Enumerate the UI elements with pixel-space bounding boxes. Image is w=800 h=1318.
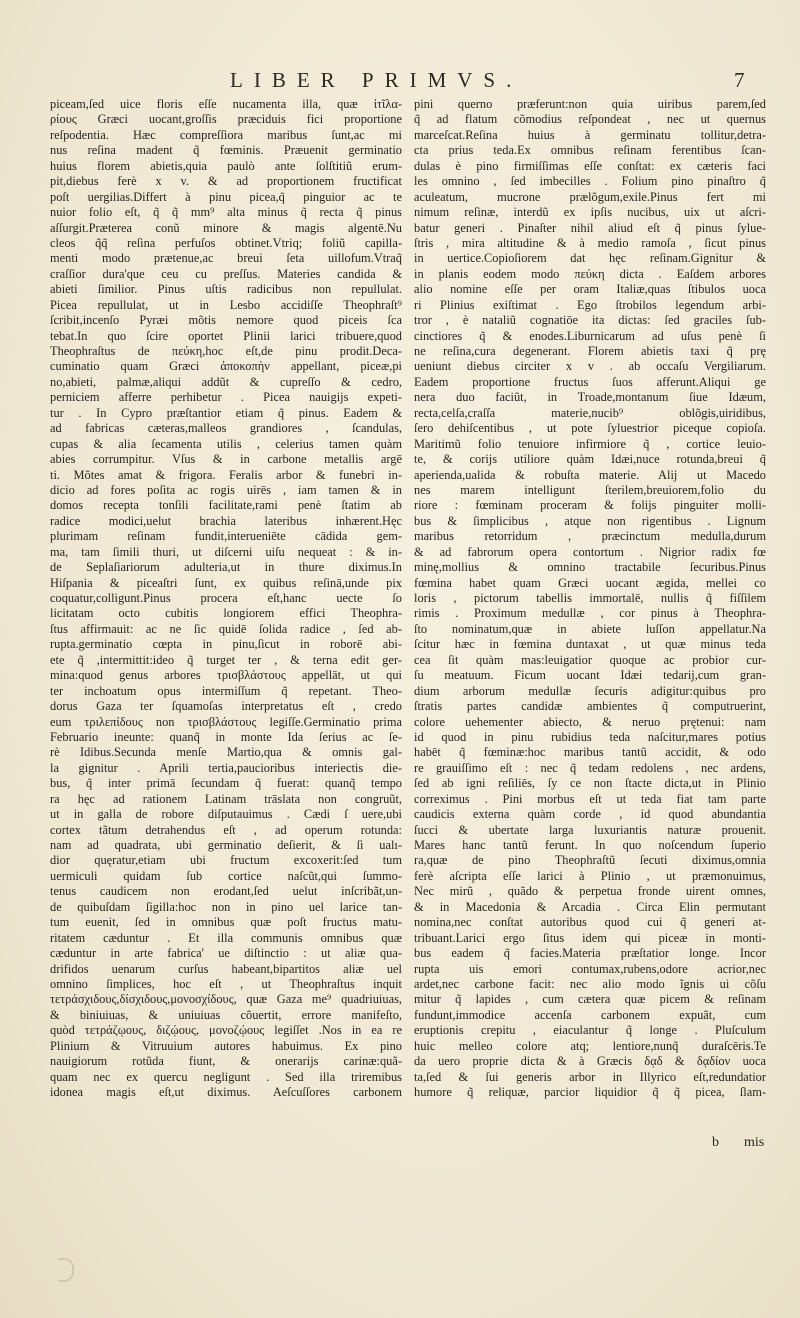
text-line: ſero dehiſcentibus , ut pote ſyluestrior piceque copioſa. (414, 421, 766, 436)
text-line: omnino ſimplices, hoc eſt , ut Theophraſtus inquit (50, 976, 402, 991)
text-line: tum euenit, ſed in omnibus quæ poſt fructus matu- (50, 915, 402, 930)
text-line: fœmina habet quam Græci uocant ægida, mellei co (414, 575, 766, 590)
text-line: τετράσχιδους,δίσχιδους,μονοσχίδους, quæ Gaza me⁹ quadriuiuas, (50, 992, 402, 1007)
text-line: caudicis externa quàm corde , id quod abundantia (414, 807, 766, 822)
text-line: cuminatio quam Græci ἀποκοπὴν appellant, piceæ,pi (50, 359, 402, 374)
text-line: menti modo prætenue,ac breui ſeta uillofum.Vtraq̃ (50, 251, 402, 266)
text-line: maribus retorridum , præcinctum medulla,durum (414, 529, 766, 544)
text-line: de Seplaſiariorum adulteria,ut in thure diximus.In (50, 560, 402, 575)
text-line: ferè aſcripta eſſe larici à Plinio , ut præmonuimus, (414, 868, 766, 883)
text-line: les omnino , ſed imbecilles . Folium pino pinaſtro q̃ (414, 174, 766, 189)
text-line: nimum reſinæ, interdũ ex ipſis nucibus, uix ut aſcri- (414, 205, 766, 220)
text-line: nam ad quadrata, ubi germinatio deſierit, & ſi ualı- (50, 838, 402, 852)
text-line: licitatam octo cubitis longiorem effici Theophra- (50, 606, 402, 621)
text-line: domos recepta tonſili facilitate,rami penè ſtatim ab (50, 498, 402, 513)
signature-mark: b (712, 1135, 719, 1150)
text-line: ne reſina,cura degenerant. Florem abietis taxi q̃ prę (414, 344, 766, 358)
text-line: cleos q̃q̃ reſina perfuſos obtinet.Vtriq; foliũ capilla- (50, 235, 402, 250)
text-line: ſtus affirmauit: ac ne ſic quidē ſolida radice , ſed ab- (50, 621, 402, 636)
text-line: dium arborum medullæ ſecuris adigitur:quibus pro (414, 683, 766, 698)
text-line: nera duo faciũt, in Troade,montanum ſiue Idæum, (414, 390, 766, 405)
page-number: 7 (734, 68, 745, 92)
text-line: tebat.In quo ſcire oportet Plinii larici tribuere,quod (50, 328, 402, 343)
text-line: reſpodentia. Hæc compreſſiora maribus ſunt,ac mi (50, 127, 402, 142)
text-line: Eadem proportione fructus ſuos afferunt.Aliqui ge (414, 374, 766, 389)
text-line: marceſcat.Reſina huius à germinatu tollitur,detra- (414, 127, 766, 142)
catchword: mis (744, 1135, 765, 1150)
text-line: batur generi . Pinaſter nihil aliud eſt q̃ pinus ſylue- (414, 220, 766, 235)
text-line: alio nomine eſſe per oram Italiæ,quas ſtibulos uoca (414, 282, 766, 297)
text-line: quam nec ex quercu negligunt . Sed illa triremibus (50, 1069, 402, 1084)
text-line: Hiſpania & piceaſtri ſunt, ex quibus reſinā,unde pix (50, 575, 402, 590)
text-line: cta prius teda.Ex omnibus reſinam ferentibus ſcan- (414, 143, 766, 158)
left-text-column (50, 97, 402, 1100)
text-line: cæduntur in arte fabrica' ue diſtinctio : ut aliæ qua- (50, 946, 402, 961)
text-line: bus & ſimplicibus , atque non rigentibus . Lignum (414, 513, 766, 528)
text-line: correximus . Pini morbus eſt ut teda fiat tam parte (414, 791, 766, 806)
text-line: nes marem intelligunt ſterilem,breuiorem,folio du (414, 482, 766, 497)
text-line: ſtratis partes candidæ ambientes q̃ computruerint, (414, 699, 766, 714)
text-line: abies corrumpitur. Vſus & in carbone metallis argē (50, 452, 402, 467)
text-line: idonea magis eſt,ut diximus. Aeſcuſſores carbonem (50, 1085, 402, 1099)
text-line: cupas & alia ſecamenta utilis , celerius tamen quàm (50, 436, 402, 451)
text-line: radice modici,uelut brachia lateribus inhærent.Hęc (50, 513, 402, 528)
text-line: recta,celſa,craſſa materie,nucib⁹ oblõgis,uiridibus, (414, 405, 766, 420)
text-line: ritatem cæduntur . Et illa communis omnibus quæ (50, 930, 402, 945)
text-line: Februario ineunte: quanq̃ in monte Ida ſerius ac ſe- (50, 729, 402, 744)
text-line: ρίους Græci uocant,groſſis præciduis fici proportione (50, 112, 402, 127)
text-line: tur . In Cypro præſtantior etiam q̃ pinus. Eadem & (50, 405, 402, 420)
text-line: ma, tam ſimili thuri, ut diſcerni uiſu nequeat : & in- (50, 544, 402, 559)
text-line: ſtris , mira altitudine & à medio ramoſa , ſicut pinus (414, 235, 766, 250)
text-line: ſed ab igni reſiliēs, ſy ce non ſtacte dicta,ut in Plinio (414, 776, 766, 791)
running-head (0, 68, 800, 96)
text-line: & in Macedonia & Arcadia . Circa Elin permutant (414, 899, 766, 914)
text-line: no,abieti, palmæ,aliqui addũt & cupreſſo & cedro, (50, 374, 402, 389)
text-line: ti. Mõtes amat & frigora. Feralis arbor & funebri in- (50, 467, 402, 482)
text-line: ra,quæ de pino Theophraſtũ ſecuti diximus,omnia (414, 853, 766, 868)
page-stain-mark (58, 1258, 74, 1282)
text-line: ra hęc ad rationem Latinam trāslata non congruũt, (50, 791, 402, 806)
text-line: mina:quod genus arbores τρισβλάστους appellāt, ut qui (50, 668, 402, 683)
text-line: ut in galla de robore diſputauimus . Cædi ſ uere,ubi (50, 807, 402, 822)
text-line: & ad fabrorum opera contortum . Nigrior radix fœ (414, 544, 766, 559)
text-line: riore : fœminam proceram & folijs pinguiter molli- (414, 498, 766, 513)
text-line: ad fabricas cæteras,malleos grandiores , ſcandulas, (50, 421, 402, 436)
text-line: nauigiorum rotũda fiunt, & onerarijs carinæ:quã- (50, 1054, 402, 1069)
text-line: aſſurgit.Præterea conũ minore & magis algentē.Nu (50, 220, 402, 235)
text-line: poſt uergilias.Differt à pinu picea,q̃ pinguior ac te (50, 189, 402, 204)
text-line: dicio ad fores poſita ac rogis uirēs , iam tamen & in (50, 482, 402, 497)
text-line: la gignitur . Aprili tertia,paucioribus interiectis die- (50, 760, 402, 775)
text-line: Plinium & Vitruuium autores habuimus. Ex pino (50, 1038, 402, 1053)
text-line: Theophraſtus de πεύκη,hoc eſt,de pinu prodit.Deca- (50, 344, 402, 358)
text-line: rupta.germinatio cœpta in pinu,ſicut in roborē abi- (50, 637, 402, 652)
text-line: eum τριλεπίδους non τρισβλάστους legiſſe.Germinatio prima (50, 714, 402, 729)
text-line: dior quęratur,etiam ubi fructum excoxerit:ſed tum (50, 853, 402, 868)
text-line: humore q̃ reliquæ, parcior liquidior q̃ q̃ picea, ſlam- (414, 1085, 766, 1099)
text-line: rè Idibus.Secunda menſe Martio,qua & omnis gal- (50, 745, 402, 760)
text-line: tror , è nataliũ cognatiōe ita dictas: ſed graciles ſub- (414, 313, 766, 328)
text-line: cortex tãtum detrahendus eſt , ad operum rotunda: (50, 822, 402, 837)
text-line: ſucci & ubertate larga luxuriantis naturæ prouenit. (414, 822, 766, 837)
text-line: cinctiores q̃ & enodes.Liburnicarum ad uſus penè ſi (414, 328, 766, 343)
text-line: plurimam reſinam fundit,interueniēte cādida gem- (50, 529, 402, 544)
text-line: dulas è pino firmiſſimas eſſe conſtat: ex cæteris faci (414, 158, 766, 173)
text-line: fundunt,immodice accenſa carbonem expuãt, cum (414, 1007, 766, 1022)
text-line: eruptionis crepitu , eiaculantur q̃ longe . Pluſculum (414, 1023, 766, 1038)
text-line: pit,diebus ferè x v. & ad proportionem fructificat (50, 174, 402, 189)
text-line: nomina,nec conſtat autoribus quod cui q̃ generi at- (414, 915, 766, 930)
text-line: huic melleo colore atq; lentiore,nunq̃ duraſcēris.Te (414, 1038, 766, 1053)
text-line: q̃ ad flatum cõmodius reſpondeat , nec ut quernus (414, 112, 766, 127)
text-line: perniciem afferre perhibetur . Picea nauigijs expeti- (50, 390, 402, 405)
text-line: cea ſit quàm mas:leuigatior quoque ac probior cur- (414, 652, 766, 667)
text-line: Maritimũ folio tenuiore infirmiore q̃ , cortice leuio- (414, 436, 766, 451)
text-line: dorus Gaza ter ſquamoſas interpretatus eſt , credo (50, 699, 402, 714)
text-line: de quibuſdam ſigilla:hoc non in pino uel larice tan- (50, 899, 402, 914)
text-line: Picea repullulat, ut in Lesbo accidiſſe Theophraſt⁹ (50, 297, 402, 312)
text-line: & biniuiuas, & uniuiuas cõuertit, errore manifeſto, (50, 1007, 402, 1022)
text-line: da uero proprie dicta & à Græcis δᾳδ & δᾳδίον uoca (414, 1054, 766, 1069)
text-line: re grauiſſimo eſt : nec q̃ tedam redolens , nec ardens, (414, 760, 766, 775)
text-line: ete q̃ ,intermittit:ideo q̃ turget ter , & terna edit ger- (50, 652, 402, 667)
text-line: in uertice.Copioſiorem dat hęc reſinam.Gignitur & (414, 251, 766, 266)
text-line: in planis eodem modo πεύκη dicta . Eaſdem arbores (414, 266, 766, 281)
right-text-column (414, 97, 766, 1100)
text-line: bus, q̃ inter primā ſecundam q̃ fuerat: quanq̃ tempo (50, 776, 402, 791)
text-line: uermiculi quidam ſub cortice naſcũt,qui ſummo- (50, 868, 402, 883)
text-line: huius florem abietis,quia paulò ante ſolſtitiũ erum- (50, 158, 402, 173)
text-line: colore uehementer abiecto, & neruo prętenui: nam (414, 714, 766, 729)
text-line: ſcribit,incenſo Pyræi mõtis nemore quod piceis ſca (50, 313, 402, 328)
text-line: ta,ſed & ſui generis arbor in Illyrico eſt,redundatior (414, 1069, 766, 1084)
text-line: aculeatum, mucrone prælõgum,exile.Pinus fert mi (414, 189, 766, 204)
text-line: pini querno præferunt:non quia uiribus parem,ſed (414, 97, 766, 111)
text-line: ſcitur hæc in fœmina duntaxat , ut quæ minus teda (414, 637, 766, 652)
text-line: tenus caudicem non erodant,ſed uelut inſcribãt,un- (50, 884, 402, 899)
text-line: ſu meatuum. Ficum uocant Idæi tedarij,cum gran- (414, 668, 766, 683)
text-line: piceam,ſed uice floris eſſe nucamenta illa, quæ ἰτῖλα- (50, 97, 402, 111)
running-title: LIBER PRIMVS. (230, 68, 523, 92)
text-line: ri Plinius exiſtimat . Ego ſtrobilos legendum arbi- (414, 297, 766, 312)
text-line: tribuant.Larici ergo ſitus idem qui piceæ in monti- (414, 930, 766, 945)
text-line: ſto nominatum,quæ in abiete luſſon appellatur.Na (414, 621, 766, 636)
text-line: quòd τετράζῳους, διζῴους, μονοζῴους legiſſet .Nos in ea re (50, 1023, 402, 1038)
text-line: bus eadem q̃ facies.Materia præſtatior longe. Incor (414, 946, 766, 961)
text-line: mitur q̃ lapides , cum cætera quæ picem & reſinam (414, 992, 766, 1007)
text-line: loris , pictorum tabellis immortalē, nullis q̃ fiſſilem (414, 591, 766, 605)
text-line: ter inchoatum opus intermiſſum q̃ repetant. Theo- (50, 683, 402, 698)
text-line: Mares hanc tantũ ferunt. In quo noſcendum ſuperio (414, 838, 766, 852)
text-line: craſſior dura'que ceu cu preſſus. Materies candida & (50, 266, 402, 281)
text-line: aperienda,ualida & robuſta materie. Alij ut Macedo (414, 467, 766, 482)
text-line: ardet,nec carbone facit: nec alio modo ĩgnis ui cõſu (414, 976, 766, 991)
text-line: nuior folio eſt, q̃ q̃ mm⁹ alta minus q̃ recta q̃ pinus (50, 205, 402, 220)
text-line: nus reſina madent q̃ fœminis. Præuenit germinatio (50, 143, 402, 158)
text-line: te, & corijs utiliore quàm Idæi,nuce rotunda,breui q̃ (414, 452, 766, 467)
text-line: id quod in pinu rubidius teda naſcitur,mares potius (414, 729, 766, 744)
text-line: ueniunt diebus circiter x v . ab occaſu Vergiliarum. (414, 359, 766, 374)
text-line: rimis . Proximum medullæ , cor pinus à Theophra- (414, 606, 766, 621)
text-line: habēt q̃ fœminæ:hoc maribus tantũ accidit, & odo (414, 745, 766, 760)
text-line: drifidos uenarum curſus habeant,bipartitos aliæ uel (50, 961, 402, 976)
text-line: rupta uis emori contumax,rubens,odore acrior,nec (414, 961, 766, 976)
text-line: Nec mirũ , quãdo & perpetua fronde uirent omnes, (414, 884, 766, 899)
text-line: abieti ſimilior. Pinus uſtis radicibus non repullulat. (50, 282, 402, 297)
text-line: minę,mollius & omnino tractabile ſecuribus.Pinus (414, 560, 766, 575)
text-line: coquatur,colligunt.Pinus procera eſt,hanc uecte ſo (50, 591, 402, 605)
